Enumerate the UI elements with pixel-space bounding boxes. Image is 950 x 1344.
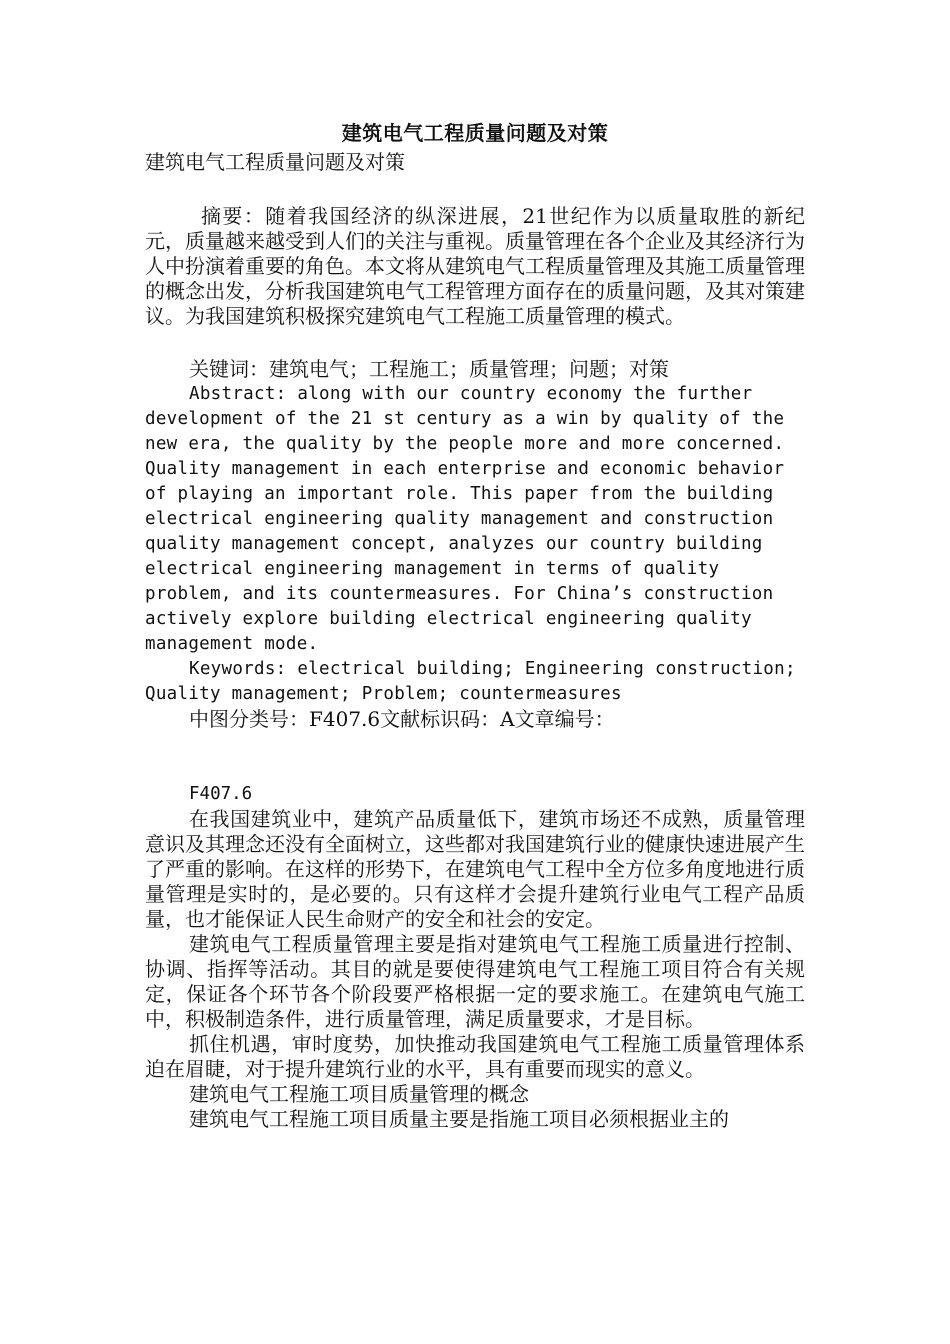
document-page: [145, 118, 805, 1132]
body-paragraph: 建筑电气工程质量管理主要是指对建筑电气工程施工质量进行控制、协调、指挥等活动。其目的就是要使得建筑电气工程施工项目符合有关规定，保证各个环节各个阶段要严格根据一定的要求施工。在建筑电气施工中，积极制造条件，进行质量管理，满足质量要求，才是目标。: [145, 932, 805, 1031]
document-subtitle: 建筑电气工程质量问题及对策: [145, 150, 405, 174]
section-heading: 建筑电气工程施工项目质量管理的概念: [189, 1082, 529, 1106]
classification-line: 中图分类号：F407.6文献标识码：A文章编号：: [189, 707, 615, 731]
body-paragraph: 在我国建筑业中，建筑产品质量低下，建筑市场还不成熟，质量管理意识及其理念还没有全面树立，这些都对我国建筑行业的健康快速进展产生了严重的影响。在这样的形势下，在建筑电气工程中全方位多角度地进行质量管理是实时的，是必要的。只有这样才会提升建筑行业电气工程产品质量，也才能保证人民生命财产的安全和社会的安定。: [145, 807, 805, 931]
abstract-english: Abstract: along with our country economy the further development of the 21 st century as a win by quality of the new era, the quality by the people more and more concerned. Quality management in each enterprise and economic behavior of playing an important role. This paper from the building electrical engineering quality management and construction quality management concept, analyzes our country building electrical engineering management in terms of quality problem, and its countermeasures. For China’s construction actively explore building electrical engineering quality management mode.: [145, 384, 785, 654]
abstract-chinese: 摘要：随着我国经济的纵深进展，21世纪作为以质量取胜的新纪元，质量越来越受到人们的关注与重视。质量管理在各个企业及其经济行为人中扮演着重要的角色。本文将从建筑电气工程质量管理及其施工质量管理的概念出发，分析我国建筑电气工程管理方面存在的质量问题，及其对策建议。为我国建筑积极探究建筑电气工程施工质量管理的模式。: [145, 204, 805, 328]
classification-code: F407.6: [189, 784, 253, 804]
body-paragraph: 建筑电气工程施工项目质量主要是指施工项目必须根据业主的: [189, 1107, 729, 1131]
keywords-chinese: 关键词：建筑电气；工程施工；质量管理；问题；对策: [189, 357, 669, 381]
document-title: 建筑电气工程质量问题及对策: [341, 121, 609, 145]
body-paragraph: 抓住机遇，审时度势，加快推动我国建筑电气工程施工质量管理体系迫在眉睫，对于提升建筑行业的水平，具有重要而现实的意义。: [145, 1032, 805, 1081]
keywords-english: Keywords: electrical building; Engineering construction; Quality management; Problem; countermeasures: [145, 659, 796, 704]
